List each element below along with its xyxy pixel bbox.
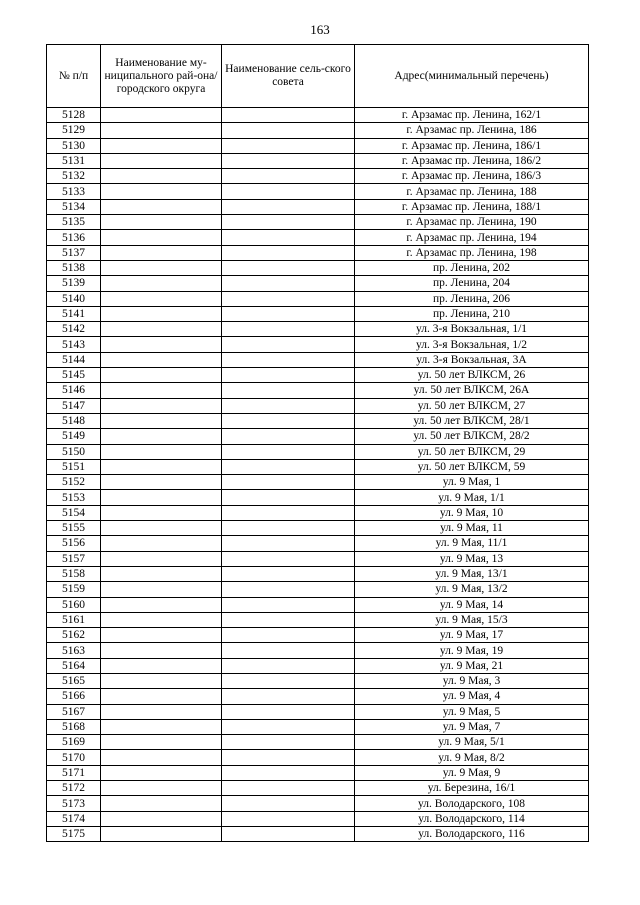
table-row [47,796,589,811]
table-body [47,108,589,842]
table-row [47,153,589,168]
row-district [101,413,222,428]
row-district [101,352,222,367]
row-district [101,490,222,505]
table-row [47,459,589,474]
row-address: ул. 9 Мая, 13 [355,551,589,566]
row-number: 5130 [47,138,101,153]
row-address: ул. 9 Мая, 8/2 [355,750,589,765]
row-number: 5146 [47,383,101,398]
table-row [47,322,589,337]
row-address: г. Арзамас пр. Ленина, 186/2 [355,153,589,168]
row-council [222,505,355,520]
row-address: ул. 3-я Вокзальная, 1/2 [355,337,589,352]
row-district [101,658,222,673]
row-district [101,230,222,245]
table-row [47,215,589,230]
row-council [222,398,355,413]
table-row [47,826,589,841]
row-number: 5133 [47,184,101,199]
row-number: 5155 [47,521,101,536]
row-address: г. Арзамас пр. Ленина, 188 [355,184,589,199]
row-number: 5165 [47,673,101,688]
row-district [101,811,222,826]
table-row [47,291,589,306]
row-address: ул. Березина, 16/1 [355,781,589,796]
row-address: ул. 9 Мая, 14 [355,597,589,612]
row-council [222,536,355,551]
row-district [101,765,222,780]
row-council [222,230,355,245]
table-row [47,719,589,734]
header-number: № п/п [47,45,101,108]
row-address: ул. 50 лет ВЛКСМ, 59 [355,459,589,474]
row-number: 5166 [47,689,101,704]
row-number: 5137 [47,245,101,260]
row-council [222,199,355,214]
row-council [222,184,355,199]
row-district [101,796,222,811]
row-council [222,719,355,734]
row-number: 5154 [47,505,101,520]
table-row [47,811,589,826]
row-district [101,276,222,291]
table-row [47,352,589,367]
page-number: 163 [310,22,330,37]
row-district [101,429,222,444]
row-number: 5139 [47,276,101,291]
table-row [47,689,589,704]
row-number: 5132 [47,169,101,184]
row-address: ул. 9 Мая, 9 [355,765,589,780]
row-number: 5129 [47,123,101,138]
row-district [101,704,222,719]
row-district [101,505,222,520]
row-number: 5173 [47,796,101,811]
row-number: 5152 [47,475,101,490]
row-council [222,123,355,138]
table-row [47,566,589,581]
header-council: Наименование сель-ского совета [222,45,355,108]
row-number: 5160 [47,597,101,612]
row-council [222,383,355,398]
row-address: ул. 9 Мая, 13/1 [355,566,589,581]
row-address: ул. 50 лет ВЛКСМ, 26 [355,368,589,383]
header-district: Наименование му-ниципального рай-она/ городского округа [101,45,222,108]
table-row [47,551,589,566]
row-address: г. Арзамас пр. Ленина, 186 [355,123,589,138]
row-address: ул. 9 Мая, 15/3 [355,612,589,627]
row-council [222,306,355,321]
row-council [222,368,355,383]
row-district [101,199,222,214]
row-council [222,169,355,184]
row-council [222,276,355,291]
row-address: ул. 50 лет ВЛКСМ, 26А [355,383,589,398]
row-number: 5175 [47,826,101,841]
table-row [47,643,589,658]
row-district [101,735,222,750]
header-address: Адрес(минимальный перечень) [355,45,589,108]
row-number: 5149 [47,429,101,444]
row-district [101,475,222,490]
table-row [47,781,589,796]
table-row [47,398,589,413]
row-council [222,429,355,444]
row-council [222,245,355,260]
row-address: пр. Ленина, 210 [355,306,589,321]
row-district [101,826,222,841]
row-council [222,260,355,275]
row-address: ул. 9 Мая, 5/1 [355,735,589,750]
table-row [47,475,589,490]
row-council [222,551,355,566]
row-number: 5153 [47,490,101,505]
row-district [101,566,222,581]
row-council [222,138,355,153]
row-council [222,750,355,765]
row-council [222,413,355,428]
row-council [222,582,355,597]
table-row [47,444,589,459]
row-number: 5162 [47,628,101,643]
row-address: ул. Володарского, 116 [355,826,589,841]
row-number: 5136 [47,230,101,245]
row-council [222,796,355,811]
row-district [101,719,222,734]
table-header-row [47,45,589,108]
table-row [47,521,589,536]
row-number: 5156 [47,536,101,551]
row-council [222,597,355,612]
row-address: ул. 9 Мая, 10 [355,505,589,520]
row-council [222,291,355,306]
row-district [101,643,222,658]
table-row [47,612,589,627]
row-address: ул. Володарского, 114 [355,811,589,826]
row-council [222,704,355,719]
row-council [222,735,355,750]
row-council [222,811,355,826]
row-council [222,658,355,673]
row-number: 5138 [47,260,101,275]
table-row [47,138,589,153]
row-council [222,490,355,505]
row-address: пр. Ленина, 202 [355,260,589,275]
row-address: ул. 9 Мая, 3 [355,673,589,688]
row-council [222,475,355,490]
row-district [101,398,222,413]
row-council [222,612,355,627]
row-number: 5164 [47,658,101,673]
row-council [222,781,355,796]
row-address: ул. 9 Мая, 21 [355,658,589,673]
row-number: 5131 [47,153,101,168]
table-row [47,704,589,719]
row-number: 5141 [47,306,101,321]
row-number: 5147 [47,398,101,413]
row-address: ул. 9 Мая, 11 [355,521,589,536]
table-row [47,628,589,643]
row-address: пр. Ленина, 204 [355,276,589,291]
table-row [47,597,589,612]
row-address: ул. 3-я Вокзальная, 3А [355,352,589,367]
row-address: ул. 50 лет ВЛКСМ, 29 [355,444,589,459]
address-table [46,44,589,842]
row-number: 5135 [47,215,101,230]
row-district [101,383,222,398]
row-number: 5150 [47,444,101,459]
row-address: ул. 9 Мая, 19 [355,643,589,658]
row-council [222,689,355,704]
row-district [101,459,222,474]
row-council [222,352,355,367]
table-row [47,735,589,750]
row-council [222,153,355,168]
row-council [222,444,355,459]
row-district [101,123,222,138]
row-address: г. Арзамас пр. Ленина, 188/1 [355,199,589,214]
row-council [222,215,355,230]
row-council [222,459,355,474]
row-number: 5143 [47,337,101,352]
row-number: 5170 [47,750,101,765]
row-address: ул. 50 лет ВЛКСМ, 27 [355,398,589,413]
row-number: 5169 [47,735,101,750]
row-district [101,536,222,551]
row-district [101,444,222,459]
table-row [47,673,589,688]
row-number: 5148 [47,413,101,428]
table-row [47,368,589,383]
row-address: г. Арзамас пр. Ленина, 194 [355,230,589,245]
row-district [101,689,222,704]
table-row [47,230,589,245]
row-number: 5168 [47,719,101,734]
table-row [47,658,589,673]
row-number: 5161 [47,612,101,627]
table-row [47,582,589,597]
row-district [101,153,222,168]
row-district [101,108,222,123]
row-district [101,260,222,275]
row-council [222,566,355,581]
row-council [222,826,355,841]
table-row [47,123,589,138]
table-row [47,413,589,428]
table-row [47,750,589,765]
row-address: ул. 9 Мая, 13/2 [355,582,589,597]
row-district [101,368,222,383]
row-district [101,521,222,536]
row-council [222,322,355,337]
table-row [47,245,589,260]
row-council [222,521,355,536]
row-district [101,582,222,597]
row-number: 5171 [47,765,101,780]
table-row [47,383,589,398]
row-council [222,628,355,643]
row-number: 5140 [47,291,101,306]
row-district [101,306,222,321]
row-address: пр. Ленина, 206 [355,291,589,306]
row-address: ул. 50 лет ВЛКСМ, 28/1 [355,413,589,428]
row-address: ул. 9 Мая, 1/1 [355,490,589,505]
row-address: ул. 9 Мая, 4 [355,689,589,704]
row-district [101,673,222,688]
row-district [101,291,222,306]
row-district [101,628,222,643]
row-district [101,245,222,260]
table-row [47,199,589,214]
row-number: 5163 [47,643,101,658]
row-number: 5134 [47,199,101,214]
row-address: ул. 3-я Вокзальная, 1/1 [355,322,589,337]
table-row [47,505,589,520]
row-address: ул. 9 Мая, 7 [355,719,589,734]
row-address: ул. 9 Мая, 5 [355,704,589,719]
row-number: 5158 [47,566,101,581]
row-council [222,643,355,658]
row-address: ул. Володарского, 108 [355,796,589,811]
row-district [101,750,222,765]
row-number: 5128 [47,108,101,123]
row-council [222,673,355,688]
row-council [222,108,355,123]
table-row [47,184,589,199]
table-row [47,490,589,505]
row-district [101,597,222,612]
row-district [101,169,222,184]
row-address: ул. 9 Мая, 11/1 [355,536,589,551]
table-row [47,108,589,123]
row-number: 5174 [47,811,101,826]
row-address: г. Арзамас пр. Ленина, 198 [355,245,589,260]
row-number: 5159 [47,582,101,597]
row-number: 5151 [47,459,101,474]
row-address: г. Арзамас пр. Ленина, 186/3 [355,169,589,184]
row-number: 5144 [47,352,101,367]
row-number: 5142 [47,322,101,337]
table-row [47,536,589,551]
row-district [101,138,222,153]
row-number: 5167 [47,704,101,719]
row-address: ул. 9 Мая, 1 [355,475,589,490]
row-council [222,765,355,780]
row-district [101,781,222,796]
row-district [101,322,222,337]
table-row [47,276,589,291]
row-district [101,184,222,199]
table-row [47,306,589,321]
table-row [47,765,589,780]
row-address: г. Арзамас пр. Ленина, 162/1 [355,108,589,123]
row-number: 5172 [47,781,101,796]
row-district [101,551,222,566]
table-row [47,169,589,184]
row-address: ул. 9 Мая, 17 [355,628,589,643]
row-address: ул. 50 лет ВЛКСМ, 28/2 [355,429,589,444]
row-district [101,215,222,230]
row-district [101,612,222,627]
row-address: г. Арзамас пр. Ленина, 190 [355,215,589,230]
table-row [47,429,589,444]
row-number: 5157 [47,551,101,566]
row-council [222,337,355,352]
row-number: 5145 [47,368,101,383]
table-row [47,337,589,352]
table-row [47,260,589,275]
row-district [101,337,222,352]
row-address: г. Арзамас пр. Ленина, 186/1 [355,138,589,153]
